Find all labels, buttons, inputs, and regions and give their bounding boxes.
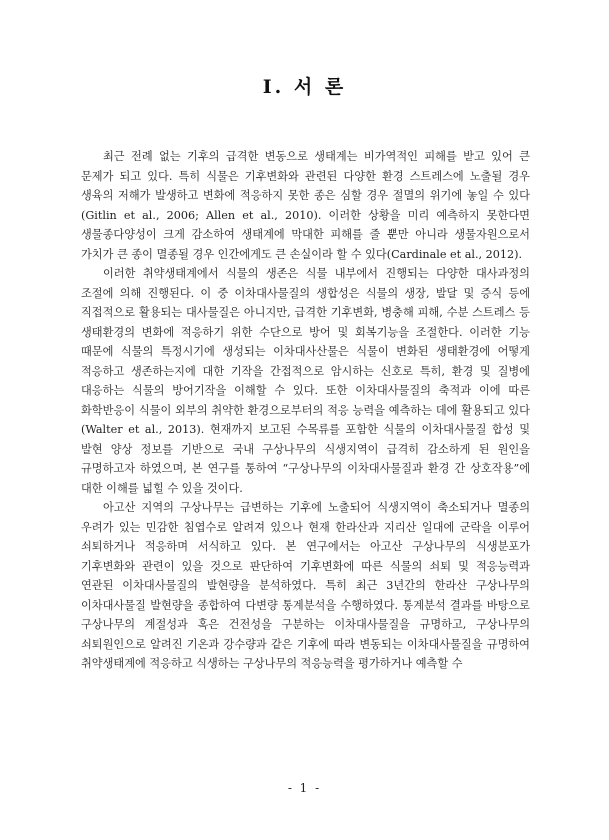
paragraph-3: 아고산 지역의 구상나무는 급변하는 기후에 노출되어 식생지역이 축소되거나 멸종의 우려가 있는 민감한 침엽수로 알려져 있으나 현재 한라산과 지리산 일대에 군락을 이루어 쇠퇴하거나 적응하며 서식하고 있다. 본 연구에서는 아고산 구상나무의 식생분포가 기후변화와 관련이 있을 것으로 판단하여 기후변화에 따른 식물의 쇠퇴 및 적응능력과 연관된 이차대사물질의 발현량을 분석하였다. 특히 최근 3년간의 한라산 구상나무의 이차대사물질 발현량을 종합하여 다변량 통계분석을 수행하였다. 통계분석 결과를 바탕으로 구상나무의 계절성과 혹은 건전성을 구분하는 이차대사물질을 규명하고, 구상나무의 쇠퇴원인으로 알려진 기온과 강수량과 같은 기후에 따라 변동되는 이차대사물질을 규명하여 취약생태계에 적응하고 식생하는 구상나무의 적응능력을 평가하거나 예측할 수 (81, 501, 530, 670)
body-text (81, 147, 530, 674)
paragraph-2: 이러한 취약생태계에서 식물의 생존은 식물 내부에서 진행되는 다양한 대사과정의 조절에 의해 진행된다. 이 중 이차대사물질의 생합성은 식물의 생장, 발달 및 증식 등에 직접적으로 활용되는 대사물질은 아니지만, 급격한 기후변화, 병충해 피해, 수분 스트레스 등 생태환경의 변화에 적응하기 위한 수단으로 방어 및 회복기능을 조절한다. 이러한 기능 때문에 식물의 특정시기에 생성되는 이차대사산물은 식물이 변화된 생태환경에 어떻게 적응하고 생존하는지에 대한 기작을 간접적으로 암시하는 신호로 특히, 환경 및 질병에 대응하는 식물의 방어기작을 이해할 수 있다. 또한 이차대사물질의 축적과 이에 따른 화학반응이 식물이 외부의 취약한 환경으로부터의 적응 능력을 예측하는 데에 활용되고 있다(Walter et al., 2013). 현재까지 보고된 수목류를 포함한 식물의 이차대사물질 합성 및 발현 양상 정보를 기반으로 국내 구상나무의 식생지역이 급격히 감소하게 된 원인을 규명하고자 하였으며, 본 연구를 통하여 “구상나무의 이차대사물질과 환경 간 상호작용”에 대한 이해를 넓힐 수 있을 것이다. (81, 267, 530, 495)
section-title: Ⅰ. 서 론 (262, 76, 347, 98)
paragraph-1: 최근 전례 없는 기후의 급격한 변동으로 생태계는 비가역적인 피해를 받고 있어 큰 문제가 되고 있다. 특히 식물은 기후변화와 관련된 다양한 환경 스트레스에 노출될 경우 생육의 저해가 발생하고 변화에 적응하지 못한 종은 심할 경우 절멸의 위기에 놓일 수 있다(Gitlin et al., 2006; Allen et al., 2010). 이러한 상황을 미리 예측하지 못한다면 생물종다양성이 크게 감소하여 생태계에 막대한 피해를 줄 뿐만 아니라 생물자원으로서 가치가 큰 종이 멸종될 경우 인간에게도 큰 손실이라 할 수 있다(Cardinale et al., 2012). (81, 150, 530, 261)
page-number: - 1 - (287, 781, 322, 795)
